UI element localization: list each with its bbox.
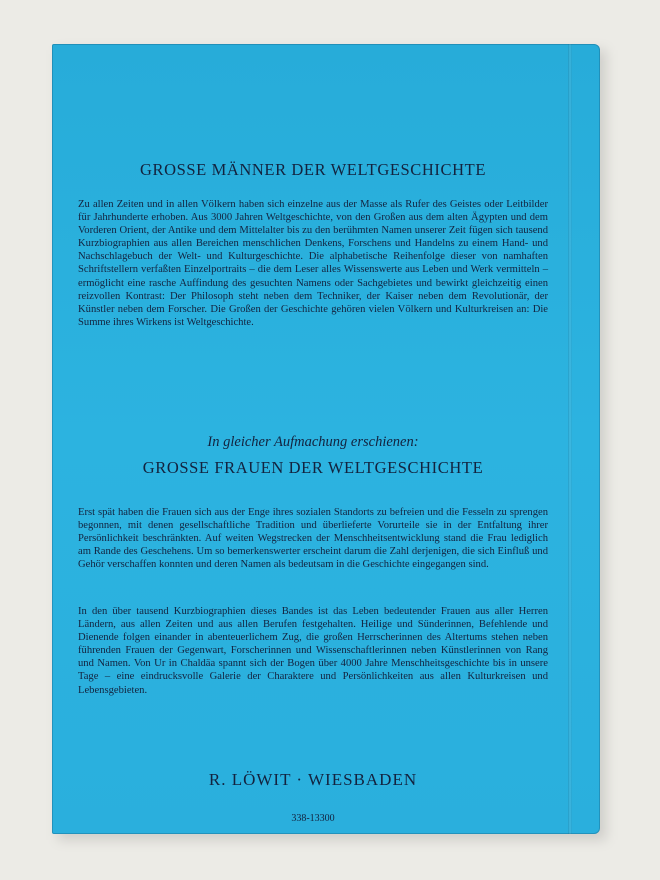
section-1-text: Zu allen Zeiten und in allen Völkern haben sich einzelne aus der Masse als Rufer des Geistes oder Leitbilder für Jahrhunderte erhoben. Aus 3000 Jahren Weltgeschichte, von den Großen aus dem alten Ägypten und dem Vorderen Orient, der Antike und dem Mittelalter bis zu den berühmten Namen unserer Zeit fügen sich tausend Kurzbiographien aus allen Bereichen menschlichen Denkens, Forschens und Handelns zu einem Hand- und Nachschlagebuch der Welt- und Kulturgeschichte. Die alphabetische Reihenfolge dieser von namhaften Schriftstellern verfaßten Einzelportraits – die dem Leser alles Wissenswerte aus Leben und Werk vermitteln – ermöglicht eine rasche Auffindung des gesuchten Namens oder Sachgebietes und bewirkt gleichzeitig einen reizvollen Kontrast: Der Philosoph steht neben dem Techniker, der Kaiser neben dem Revolutionär, der Künstler neben dem Forscher. Die Großen der Geschichte gehören vielen Völkern und Kulturkreisen an: Die Summe ihres Wirkens ist Weltgeschichte.	[78, 199, 548, 328]
also-published-note: In gleicher Aufmachung erschienen:	[207, 434, 419, 450]
section-2-text-1: Erst spät haben die Frauen sich aus der Enge ihres sozialen Standorts zu befreien und die Fesseln zu sprengen begonnen, mit denen gesellschaftliche Tradition und überlieferte Vorurteile sie in der Entfaltung ihrer Persönlichkeit beschränkten. Auf weiten Wegstrecken der Menschheitsentwicklung stand die Frau lediglich am Rande des Geschehens. Um so bemerkenswerter erscheint darum die Zahl derjenigen, die sich Einfluß und Gehör verschaffen konnten und deren Namen als bedeutsam in die Geschichte eingegangen sind.	[78, 507, 548, 571]
section-1-heading: GROSSE MÄNNER DER WELTGESCHICHTE	[139, 160, 486, 179]
book-back-cover	[52, 44, 600, 834]
book-code: 338-13300	[291, 813, 335, 824]
cover-content	[78, 44, 548, 834]
section-2-heading: GROSSE FRAUEN DER WELTGESCHICHTE	[142, 458, 484, 477]
spine-groove	[568, 44, 572, 834]
publisher: R. LÖWIT · WIESBADEN	[208, 770, 418, 789]
section-2-text-2: In den über tausend Kurzbiographien dieses Bandes ist das Leben bedeutender Frauen aus aller Herren Ländern, aus allen Zeiten und aus allen Berufen festgehalten. Heilige und Sünderinnen, Befehlende und Dienende folgen einander in abenteuerlichem Zug, die großen Herrscherinnen des Altertums stehen neben führenden Frauen der Gegenwart, Forscherinnen und Wissenschaftlerinnen neben Künstlerinnen von Rang und Namen. Von Ur in Chaldäa spannt sich der Bogen über 4000 Jahre Menschheitsgeschichte bis in unsere Tage – eine eindrucksvolle Galerie der Charaktere und Persönlichkeiten aus allen Kulturkreisen und Lebensgebieten.	[78, 606, 548, 696]
